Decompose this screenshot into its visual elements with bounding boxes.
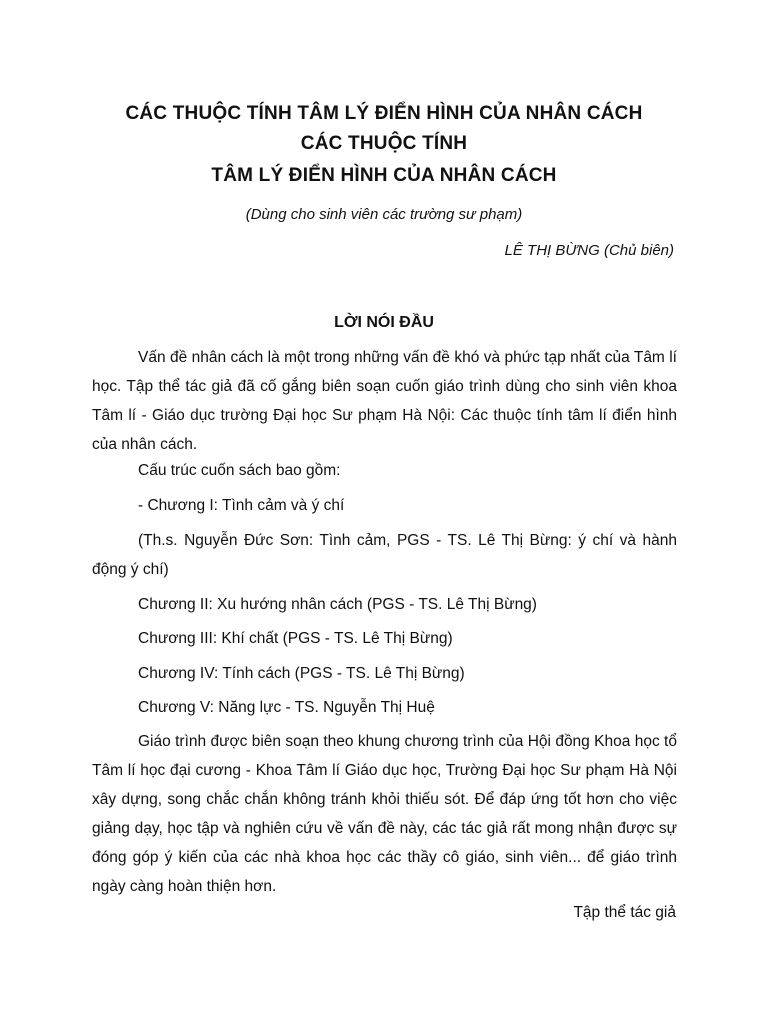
author-line: LÊ THỊ BỪNG (Chủ biên): [504, 242, 674, 259]
signature: Tập thể tác giả: [573, 904, 676, 921]
structure-intro: Cấu trúc cuốn sách bao gồm:: [138, 462, 341, 479]
title-line-1: CÁC THUỘC TÍNH TÂM LÝ ĐIỂN HÌNH CỦA NHÂN CÁCH: [125, 103, 643, 124]
chapter-4: Chương IV: Tính cách (PGS - TS. Lê Thị Bừng): [138, 665, 465, 682]
chapter-5: Chương V: Năng lực - TS. Nguyễn Thị Huệ: [138, 699, 435, 716]
title-line-2: CÁC THUỘC TÍNH: [300, 133, 468, 154]
chapter-3: Chương III: Khí chất (PGS - TS. Lê Thị Bừng): [138, 630, 453, 647]
closing-paragraph: Giáo trình được biên soạn theo khung chương trình của Hội đồng Khoa học tổ Tâm lí học đại cương - Khoa Tâm lí Giáo dục học, Trường Đại học Sư phạm Hà Nội xây dựng, song chắc chắn không tránh khỏi thiếu sót. Để đáp ứng tốt hơn cho việc giảng dạy, học tập và nghiên cứu về vấn đề này, các tác giả rất mong nhận được sự đóng góp ý kiến của các nhà khoa học các thầy cô giáo, sinh viên... để giáo trình ngày càng hoàn thiện hơn.: [92, 733, 677, 895]
intro-paragraph: Vấn đề nhân cách là một trong những vấn đề khó và phức tạp nhất của Tâm lí học. Tập thể tác giả đã cố gắng biên soạn cuốn giáo trình dùng cho sinh viên khoa Tâm lí - Giáo dục trường Đại học Sư phạm Hà Nội: Các thuộc tính tâm lí điển hình của nhân cách.: [92, 349, 677, 453]
title-line-3: TÂM LÝ ĐIỂN HÌNH CỦA NHÂN CÁCH: [211, 165, 557, 186]
preface-heading: LỜI NÓI ĐẦU: [334, 314, 434, 331]
chapter-1: - Chương I: Tình cảm và ý chí: [138, 497, 345, 514]
chapter-2: Chương II: Xu hướng nhân cách (PGS - TS. Lê Thị Bừng): [138, 596, 537, 613]
chapter-1-authors: (Th.s. Nguyễn Đức Sơn: Tình cảm, PGS - TS. Lê Thị Bừng: ý chí và hành động ý chí): [92, 532, 677, 578]
subtitle: (Dùng cho sinh viên các trường sư phạm): [245, 206, 523, 223]
